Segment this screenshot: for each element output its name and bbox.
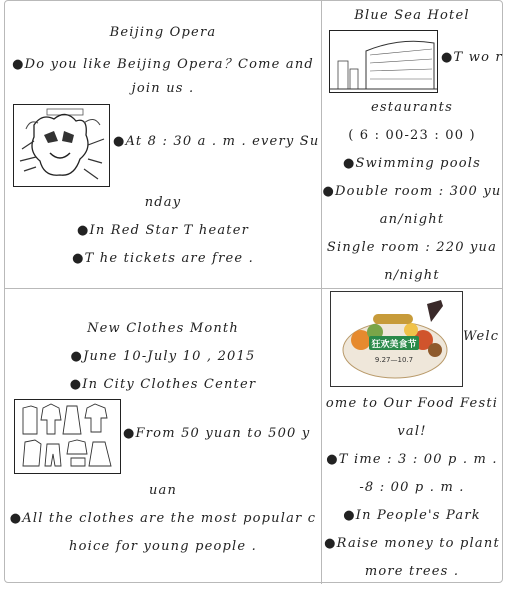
hotel-building-image — [329, 30, 438, 93]
food-line-1a: Welc — [463, 329, 500, 344]
opera-line-2b: nday — [144, 195, 182, 210]
hotel-line-1c: ( 6 : 00-23 : 00 ) — [348, 128, 476, 143]
opera-line-1a: ●Do you like Beijing Opera？Come and — [12, 57, 314, 72]
clothes-line-4a: ●All the clothes are the most popular c — [9, 511, 317, 526]
clothes-line-3b: uan — [148, 483, 178, 498]
hotel-line-3b: an/night — [379, 212, 445, 227]
clothes-line-1: ●June 10-July 10 , 2015 — [70, 349, 256, 364]
opera-title: Beijing Opera — [109, 25, 217, 40]
food-festival-poster — [330, 291, 463, 387]
notice-table — [4, 0, 503, 583]
food-line-1c: val! — [397, 424, 427, 439]
food-line-1b: ome to Our Food Festi — [325, 396, 499, 411]
food-poster-date: 9.27—10.7 — [374, 356, 414, 364]
clothes-sketch-image — [14, 399, 121, 474]
hotel-line-3a: ●Double room : 300 yu — [322, 184, 502, 199]
food-line-4a: ●Raise money to plant — [324, 536, 500, 551]
column-divider — [321, 1, 322, 584]
hotel-line-2: ●Swimming pools — [343, 156, 481, 171]
food-poster-text: 狂欢美食节 — [371, 340, 417, 350]
opera-line-4: ●T he tickets are free . — [72, 251, 254, 266]
opera-line-2a: ●At 8 : 30 a . m . every Su — [113, 134, 320, 149]
food-line-4b: more trees . — [364, 564, 460, 579]
food-line-2a: ●T ime : 3 : 00 p . m . — [326, 452, 498, 467]
opera-mask-image — [13, 104, 110, 187]
row-divider — [5, 288, 502, 289]
opera-line-1b: join us . — [131, 81, 195, 96]
clothes-line-2: ●In City Clothes Center — [69, 377, 257, 392]
clothes-line-3a: ●From 50 yuan to 500 y — [123, 426, 311, 441]
clothes-line-4b: hoice for young people . — [69, 539, 257, 554]
hotel-line-4a: Single room : 220 yua — [326, 240, 498, 255]
hotel-line-4b: n/night — [384, 268, 440, 283]
clothes-title: New Clothes Month — [87, 321, 239, 336]
hotel-title: Blue Sea Hotel — [354, 8, 470, 23]
opera-line-3: ●In Red Star T heater — [76, 223, 250, 238]
food-line-2b: -8 : 00 p . m . — [359, 480, 465, 495]
hotel-line-1a: ●T wo r — [441, 50, 503, 65]
hotel-line-1b: estaurants — [371, 100, 453, 115]
food-line-3: ●In People's Park — [343, 508, 481, 523]
